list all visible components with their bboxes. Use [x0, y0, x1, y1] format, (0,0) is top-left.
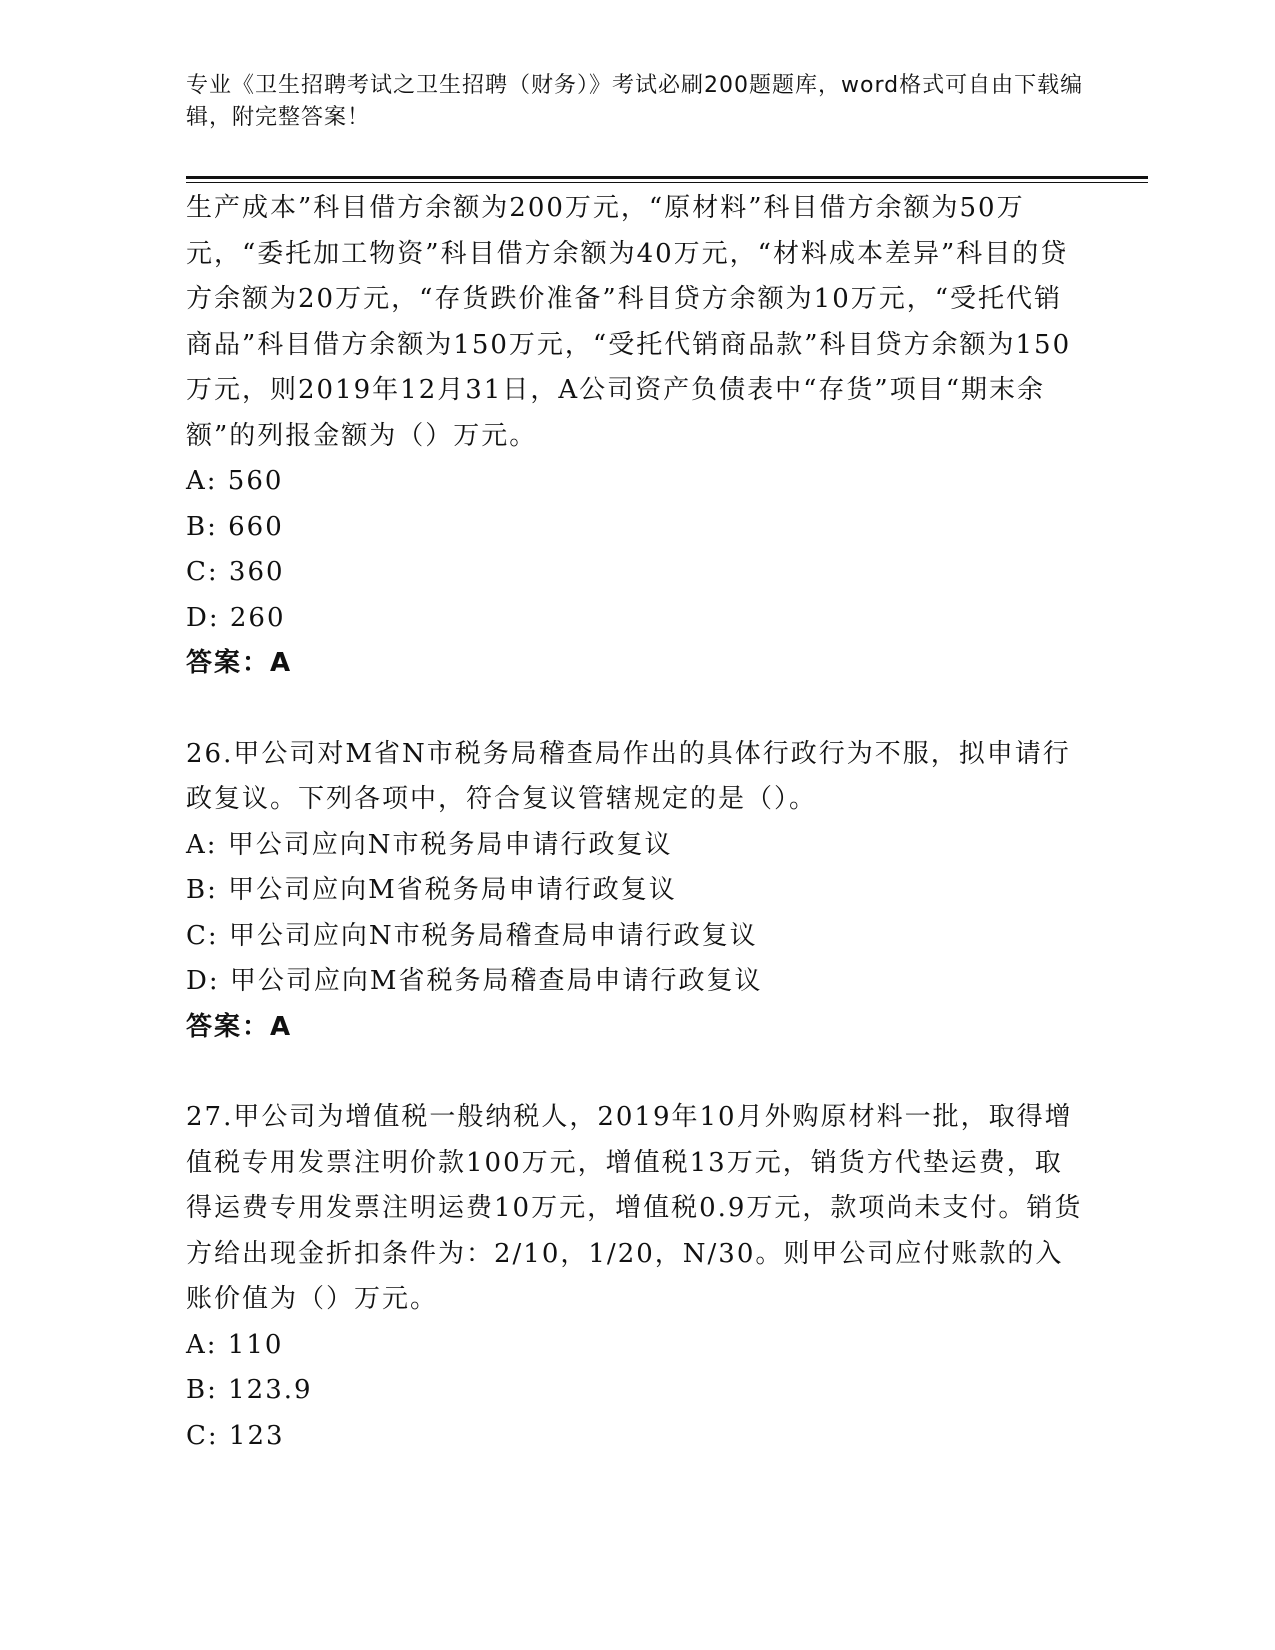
- answer-line: 答案：A: [186, 648, 293, 678]
- spacer: [186, 687, 1086, 732]
- option-a: A: 110: [186, 1329, 284, 1360]
- spacer: [186, 1050, 1086, 1095]
- option-c: C: 甲公司应向N市税务局稽查局申请行政复议: [186, 920, 758, 951]
- question-text: 27.甲公司为增值税一般纳税人，2019年10月外购原材料一批，取得增值税专用发票注明价款100万元，增值税13万元，销货方代垫运费，取得运费专用发票注明运费10万元，增值税0.9万元，款项尚未支付。销货方给出现金折扣条件为：2/10，1/20，N/30。则甲公司应付账款的入账价值为（）万元。: [186, 1102, 1083, 1314]
- question-text: 26.甲公司对M省N市税务局稽查局作出的具体行政行为不服，拟申请行政复议。下列各项中，符合复议管辖规定的是（）。: [186, 738, 1071, 814]
- question-block: [186, 1095, 1086, 1459]
- question-block: [186, 186, 1086, 687]
- option-b: B: 123.9: [186, 1375, 313, 1405]
- answer-line: 答案：A: [186, 1011, 293, 1042]
- option-a: A: 560: [186, 466, 284, 496]
- header-rule-thick: [186, 176, 1148, 179]
- option-d: D: 260: [186, 602, 286, 633]
- question-block: [186, 732, 1086, 1051]
- option-b: B: 660: [186, 511, 284, 542]
- option-c: C: 123: [186, 1420, 285, 1451]
- option-c: C: 360: [186, 557, 285, 587]
- option-b: B: 甲公司应向M省税务局申请行政复议: [186, 875, 677, 905]
- option-d: D: 甲公司应向M省税务局稽查局申请行政复议: [186, 966, 763, 996]
- document-body: [186, 186, 1086, 1459]
- question-text: 生产成本”科目借方余额为200万元，“原材料”科目借方余额为50万元，“委托加工物资”科目借方余额为40万元，“材料成本差异”科目的贷方余额为20万元，“存货跌价准备”科目贷方余额为10万元，“受托代销商品”科目借方余额为150万元，“受托代销商品款”科目贷方余额为150万元，则2019年12月31日，A公司资产负债表中“存货”项目“期末余额”的列报金额为（）万元。: [186, 193, 1072, 451]
- option-a: A: 甲公司应向N市税务局申请行政复议: [186, 829, 673, 860]
- document-header: 专业《卫生招聘考试之卫生招聘（财务）》考试必刷200题题库，word格式可自由下载编辑，附完整答案！: [186, 73, 1084, 130]
- header-rule-thin: [186, 182, 1148, 183]
